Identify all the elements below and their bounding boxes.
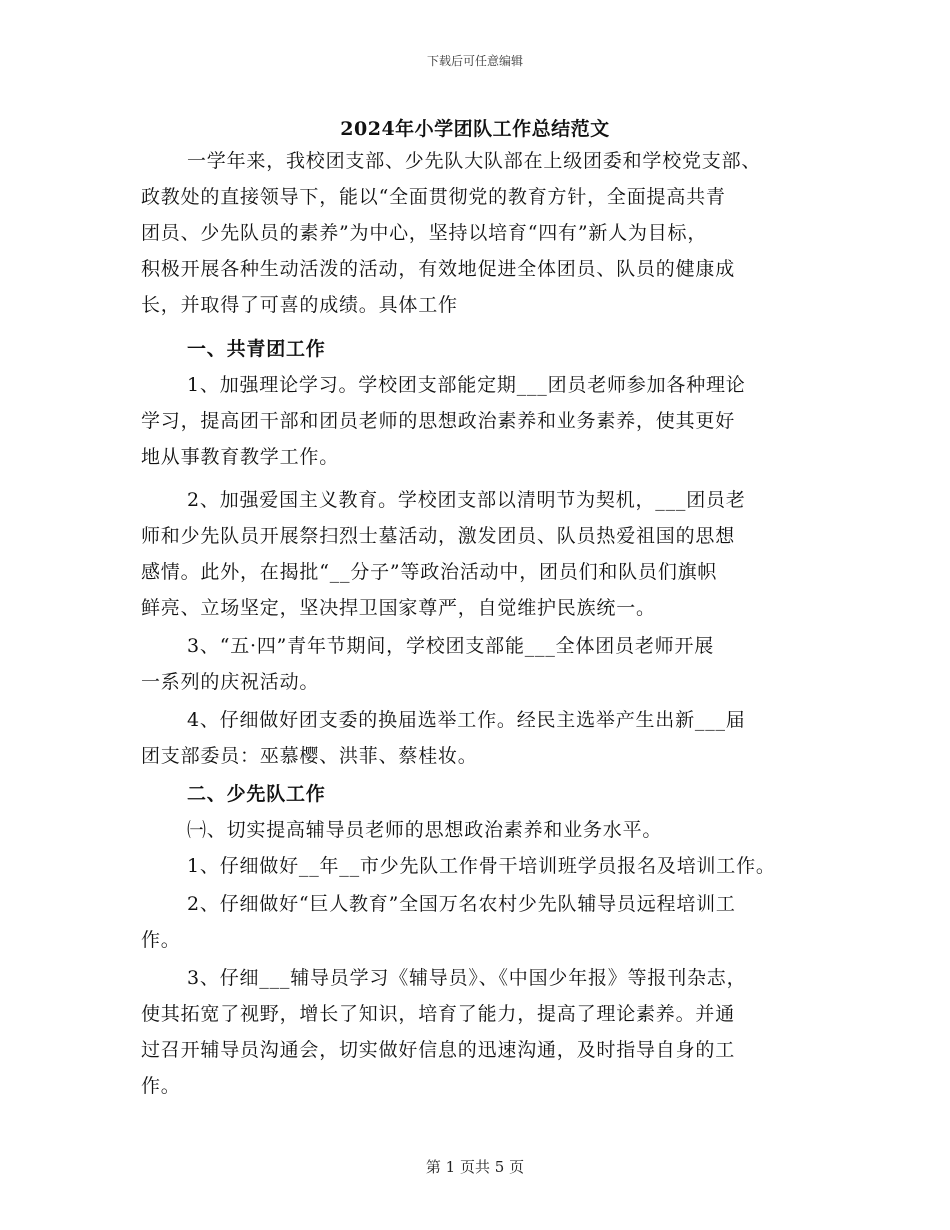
text-line: 团支部委员：巫慕樱、洪菲、蔡桂妆。 (141, 745, 478, 767)
text-line: 2、仔细做好“巨人教育”全国万名农村少先队辅导员远程培训工 (187, 893, 736, 915)
text-line: 使其拓宽了视野，增长了知识，培育了能力，提高了理论素养。并通 (141, 1003, 736, 1025)
text-line: 师和少先队员开展祭扫烈士墓活动，激发团员、队员热爱祖国的思想 (141, 525, 736, 547)
text-line: ㈠、切实提高辅导员老师的思想政治素养和业务水平。 (187, 819, 663, 841)
text-line: 学习，提高团干部和团员老师的思想政治素养和业务素养，使其更好 (141, 410, 736, 432)
text-line: 2、加强爱国主义教育。学校团支部以清明节为契机，___团员老 (187, 489, 746, 511)
text-line: 作。 (141, 929, 181, 951)
section-heading: 一、共青团工作 (187, 338, 326, 360)
text-line: 1、仔细做好__年__市少先队工作骨干培训班学员报名及培训工作。 (187, 855, 776, 877)
text-line: 4、仔细做好团支委的换届选举工作。经民主选举产生出新___届 (187, 709, 746, 731)
section-heading: 二、少先队工作 (187, 783, 326, 805)
page-header: 下载后可任意编辑 (426, 54, 523, 68)
text-line: 政教处的直接领导下，能以“全面贯彻党的教育方针，全面提高共青 (141, 186, 726, 208)
text-line: 地从事教育教学工作。 (141, 446, 340, 468)
text-line: 3、仔细___辅导员学习《辅导员》、《中国少年报》等报刊杂志， (187, 967, 747, 989)
text-line: 积极开展各种生动活泼的活动，有效地促进全体团员、队员的健康成 (141, 258, 736, 280)
text-line: 作。 (141, 1075, 181, 1097)
text-line: 长，并取得了可喜的成绩。具体工作 (141, 294, 458, 316)
text-line: 鲜亮、立场坚定，坚决捍卫国家尊严，自觉维护民族统一。 (141, 597, 656, 619)
text-line: 过召开辅导员沟通会，切实做好信息的迅速沟通，及时指导自身的工 (141, 1039, 736, 1061)
text-line: 1、加强理论学习。学校团支部能定期___团员老师参加各种理论 (187, 374, 746, 396)
text-line: 3、“五·四”青年节期间，学校团支部能___全体团员老师开展 (187, 635, 715, 657)
page-footer: 第 1 页共 5 页 (425, 1158, 525, 1176)
document-title: 2024年小学团队工作总结范文 (340, 118, 610, 140)
text-line: 一系列的庆祝活动。 (141, 671, 320, 693)
text-line: 感情。此外，在揭批“__分子”等政治活动中，团员们和队员们旗帜 (141, 561, 718, 583)
text-line: 团员、少先队员的素养”为中心，坚持以培育“四有”新人为目标， (141, 222, 708, 244)
text-line: 一学年来，我校团支部、少先队大队部在上级团委和学校党支部、 (187, 150, 762, 172)
